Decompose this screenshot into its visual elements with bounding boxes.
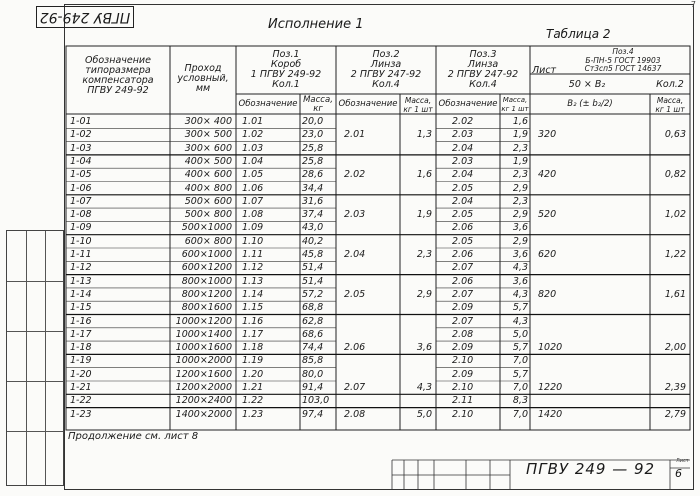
cell-p3: 2.04: [452, 195, 474, 207]
cell-p1: 1.21: [242, 382, 264, 393]
cell-m3: 4,3: [512, 315, 528, 327]
cell-size: 1200×2400: [175, 395, 232, 407]
cell-p1: 1.15: [242, 302, 264, 314]
cell-size: 600× 800: [184, 235, 232, 247]
cell-m1: 85,8: [302, 355, 324, 367]
cell-m1: 51,4: [302, 262, 324, 274]
cell-m1: 91,4: [302, 382, 324, 393]
cell-p3: 2.09: [452, 368, 474, 380]
cell-size: 1000×1200: [175, 315, 232, 327]
cell-code: 1-04: [70, 155, 92, 167]
cell-m2: 2,3: [416, 249, 432, 260]
cell-m3: 4,3: [512, 288, 528, 300]
cell-m3: 2,9: [512, 235, 528, 247]
cell-p3: 2.04: [452, 142, 474, 154]
cell-code: 1-15: [70, 302, 92, 314]
cell-m3: 2,3: [512, 142, 528, 154]
cell-p3: 2.05: [452, 209, 474, 221]
cell-m3: 5,7: [512, 302, 528, 314]
sub-mass-4: Масса, кг 1 шт: [655, 96, 685, 114]
cell-size: 1000×1400: [175, 328, 232, 340]
cell-m3: 2,9: [512, 182, 528, 194]
cell-m1: 103,0: [302, 395, 330, 407]
cell-m4: 2,39: [664, 382, 686, 393]
cell-p1: 1.05: [242, 169, 264, 181]
cell-b2: 820: [538, 288, 557, 300]
cell-m3: 7,0: [512, 382, 528, 393]
cell-size: 300× 400: [184, 116, 232, 127]
cell-m3: 1,9: [512, 129, 528, 141]
cell-size: 400× 800: [184, 182, 232, 194]
cell-m3: 1,6: [512, 116, 528, 127]
cell-size: 1000×1600: [175, 342, 232, 354]
cell-p3: 2.07: [452, 262, 474, 274]
cell-m3: 1,9: [512, 155, 528, 167]
cell-m2: 4,3: [416, 382, 432, 393]
cell-m1: 62,8: [302, 315, 324, 327]
cell-p1: 1.13: [242, 275, 264, 287]
cell-p3: 2.03: [452, 129, 474, 141]
cell-size: 400× 600: [184, 169, 232, 181]
cell-m4: 2,79: [664, 408, 686, 420]
cell-p1: 1.01: [242, 116, 264, 127]
cell-code: 1-01: [70, 116, 92, 127]
cell-code: 1-12: [70, 262, 92, 274]
header-pos2: Поз.2 Линза 2 ПГВУ 247-92 Кол.4: [350, 49, 422, 90]
cell-p1: 1.14: [242, 288, 264, 300]
cell-b2: 1020: [538, 342, 563, 354]
cell-m1: 43,0: [302, 222, 324, 234]
cell-p1: 1.02: [242, 129, 264, 141]
cell-p2: 2.05: [344, 288, 366, 300]
cell-m2: 1,9: [416, 209, 432, 221]
cell-p1: 1.07: [242, 195, 264, 207]
header-pos4-qty: Кол.2: [656, 79, 684, 90]
header-pos4-list: Лист: [532, 65, 557, 76]
cell-p3: 2.06: [452, 249, 474, 260]
cell-m2: 2,9: [416, 288, 432, 300]
cell-code: 1-14: [70, 288, 92, 300]
cell-p3: 2.03: [452, 155, 474, 167]
cell-m1: 40,2: [302, 235, 324, 247]
cell-m4: 1,22: [664, 249, 686, 260]
cell-code: 1-05: [70, 169, 92, 181]
cell-code: 1-22: [70, 395, 92, 407]
cell-m1: 34,4: [302, 182, 324, 194]
cell-m1: 57,2: [302, 288, 324, 300]
cell-m3: 7,0: [512, 408, 528, 420]
cell-p2: 2.01: [344, 129, 366, 141]
cell-m2: 3,6: [416, 342, 432, 354]
cell-m2: 1,3: [416, 129, 432, 141]
cell-p1: 1.20: [242, 368, 264, 380]
cell-m4: 0,82: [664, 169, 686, 181]
cell-p3: 2.11: [452, 395, 474, 407]
cell-p1: 1.04: [242, 155, 264, 167]
cell-m4: 1,02: [664, 209, 686, 221]
cell-m1: 25,8: [302, 155, 324, 167]
cell-m3: 7,0: [512, 355, 528, 367]
cell-code: 1-23: [70, 408, 92, 420]
cell-m1: 28,6: [302, 169, 324, 181]
sub-mass-2: Масса, кг 1 шт: [403, 96, 433, 114]
cell-p2: 2.02: [344, 169, 366, 181]
cell-m4: 2,00: [664, 342, 686, 354]
cell-code: 1-16: [70, 315, 92, 327]
cell-size: 300× 500: [184, 129, 232, 141]
header-pos4: Поз.4 Б-ПН-5 ГОСТ 19903 Ст3сп5 ГОСТ 14637: [584, 47, 662, 73]
cell-m1: 31,6: [302, 195, 324, 207]
cell-m1: 45,8: [302, 249, 324, 260]
cell-p3: 2.10: [452, 355, 474, 367]
cell-m1: 51,4: [302, 275, 324, 287]
cell-p3: 2.10: [452, 382, 474, 393]
cell-m1: 23,0: [302, 129, 324, 141]
cell-p1: 1.17: [242, 328, 264, 340]
cell-size: 1400×2000: [175, 408, 232, 420]
cell-size: 500×1000: [181, 222, 232, 234]
header-passage: Проход условный, мм: [177, 63, 229, 94]
cell-p3: 2.09: [452, 342, 474, 354]
cell-p3: 2.07: [452, 315, 474, 327]
cell-m1: 25,8: [302, 142, 324, 154]
cell-m1: 74,4: [302, 342, 324, 354]
cell-p3: 2.07: [452, 288, 474, 300]
cell-size: 800×1200: [181, 288, 232, 300]
cell-p1: 1.09: [242, 222, 264, 234]
cell-code: 1-08: [70, 209, 92, 221]
cell-m4: 0,63: [664, 129, 686, 141]
sub-b2: B₂ (± b₂/2): [567, 99, 613, 109]
sub-designation-1: Обозначение: [238, 99, 298, 109]
cell-p1: 1.03: [242, 142, 264, 154]
cell-p1: 1.18: [242, 342, 264, 354]
cell-size: 600×1200: [181, 262, 232, 274]
cell-code: 1-20: [70, 368, 92, 380]
execution-title: Исполнение 1: [268, 17, 364, 32]
cell-m3: 3,6: [512, 249, 528, 260]
cell-p2: 2.03: [344, 209, 366, 221]
header-designation: Обозначение типоразмера компенсатора ПГВУ 249-92: [82, 55, 154, 96]
cell-code: 1-19: [70, 355, 92, 367]
cell-m3: 3,6: [512, 222, 528, 234]
cell-p2: 2.07: [344, 382, 366, 393]
cell-p3: 2.06: [452, 222, 474, 234]
cell-code: 1-07: [70, 195, 92, 207]
cell-p3: 2.05: [452, 235, 474, 247]
cell-m3: 5,0: [512, 328, 528, 340]
cell-b2: 620: [538, 249, 557, 260]
cell-size: 400× 500: [184, 155, 232, 167]
cell-p1: 1.22: [242, 395, 264, 407]
cell-p3: 2.08: [452, 328, 474, 340]
cell-size: 1000×2000: [175, 355, 232, 367]
cell-p1: 1.11: [242, 249, 264, 260]
cell-size: 1200×1600: [175, 368, 232, 380]
cell-p2: 2.06: [344, 342, 366, 354]
cell-code: 1-17: [70, 328, 92, 340]
cell-m3: 2,3: [512, 195, 528, 207]
corner-mark: 7: [690, 0, 696, 9]
cell-m1: 68,8: [302, 302, 324, 314]
cell-size: 600×1000: [181, 249, 232, 260]
cell-m3: 3,6: [512, 275, 528, 287]
cell-b2: 320: [538, 129, 557, 141]
cell-b2: 1220: [538, 382, 563, 393]
header-pos1: Поз.1 Короб 1 ПГВУ 249-92 Кол.1: [250, 49, 322, 90]
cell-p1: 1.19: [242, 355, 264, 367]
cell-p3: 2.04: [452, 169, 474, 181]
cell-m2: 5,0: [416, 408, 432, 420]
header-pos4-size: 50 × B₂: [568, 79, 606, 90]
cell-m3: 4,3: [512, 262, 528, 274]
rotated-doc-stamp: ПГВУ 249-92: [36, 6, 134, 28]
cell-m3: 2,3: [512, 169, 528, 181]
cell-b2: 520: [538, 209, 557, 221]
cell-size: 500× 800: [184, 209, 232, 221]
cell-p3: 2.10: [452, 408, 474, 420]
cell-p3: 2.05: [452, 182, 474, 194]
cell-m3: 2,9: [512, 209, 528, 221]
sub-designation-2: Обозначение: [338, 99, 398, 109]
cell-p1: 1.10: [242, 235, 264, 247]
cell-code: 1-03: [70, 142, 92, 154]
cell-p1: 1.12: [242, 262, 264, 274]
cell-m1: 80,0: [302, 368, 324, 380]
cell-m1: 37,4: [302, 209, 324, 221]
cell-code: 1-06: [70, 182, 92, 194]
sheet-label: Лист: [676, 458, 689, 464]
continuation-note: Продолжение см. лист 8: [68, 431, 199, 442]
cell-code: 1-02: [70, 129, 92, 141]
cell-p3: 2.09: [452, 302, 474, 314]
cell-code: 1-10: [70, 235, 92, 247]
cell-m1: 68,6: [302, 328, 324, 340]
cell-p3: 2.06: [452, 275, 474, 287]
cell-p1: 1.16: [242, 315, 264, 327]
sub-mass-1: Масса, кг: [303, 95, 333, 114]
cell-p2: 2.08: [344, 408, 366, 420]
sheet-number: 6: [675, 467, 682, 480]
cell-code: 1-18: [70, 342, 92, 354]
cell-b2: 420: [538, 169, 557, 181]
cell-p2: 2.04: [344, 249, 366, 260]
table-title: Таблица 2: [546, 27, 611, 41]
cell-m3: 5,7: [512, 368, 528, 380]
cell-m2: 1,6: [416, 169, 432, 181]
cell-b2: 1420: [538, 408, 563, 420]
cell-code: 1-09: [70, 222, 92, 234]
document-code: ПГВУ 249 — 92: [526, 460, 656, 478]
cell-m1: 20,0: [302, 116, 324, 127]
cell-m3: 8,3: [512, 395, 528, 407]
cell-size: 500× 600: [184, 195, 232, 207]
sub-mass-3: Масса, кг 1 шт: [501, 96, 529, 113]
cell-code: 1-13: [70, 275, 92, 287]
cell-size: 1200×2000: [175, 382, 232, 393]
cell-size: 300× 600: [184, 142, 232, 154]
cell-code: 1-11: [70, 249, 92, 260]
cell-size: 800×1600: [181, 302, 232, 314]
cell-m1: 97,4: [302, 408, 324, 420]
cell-m4: 1,61: [664, 288, 686, 300]
cell-p1: 1.08: [242, 209, 264, 221]
cell-m3: 5,7: [512, 342, 528, 354]
cell-size: 800×1000: [181, 275, 232, 287]
cell-p1: 1.23: [242, 408, 264, 420]
cell-code: 1-21: [70, 382, 92, 393]
sub-designation-3: Обозначение: [438, 99, 498, 109]
cell-p3: 2.02: [452, 116, 474, 127]
cell-p1: 1.06: [242, 182, 264, 194]
header-pos3: Поз.3 Линза 2 ПГВУ 247-92 Кол.4: [447, 49, 519, 90]
